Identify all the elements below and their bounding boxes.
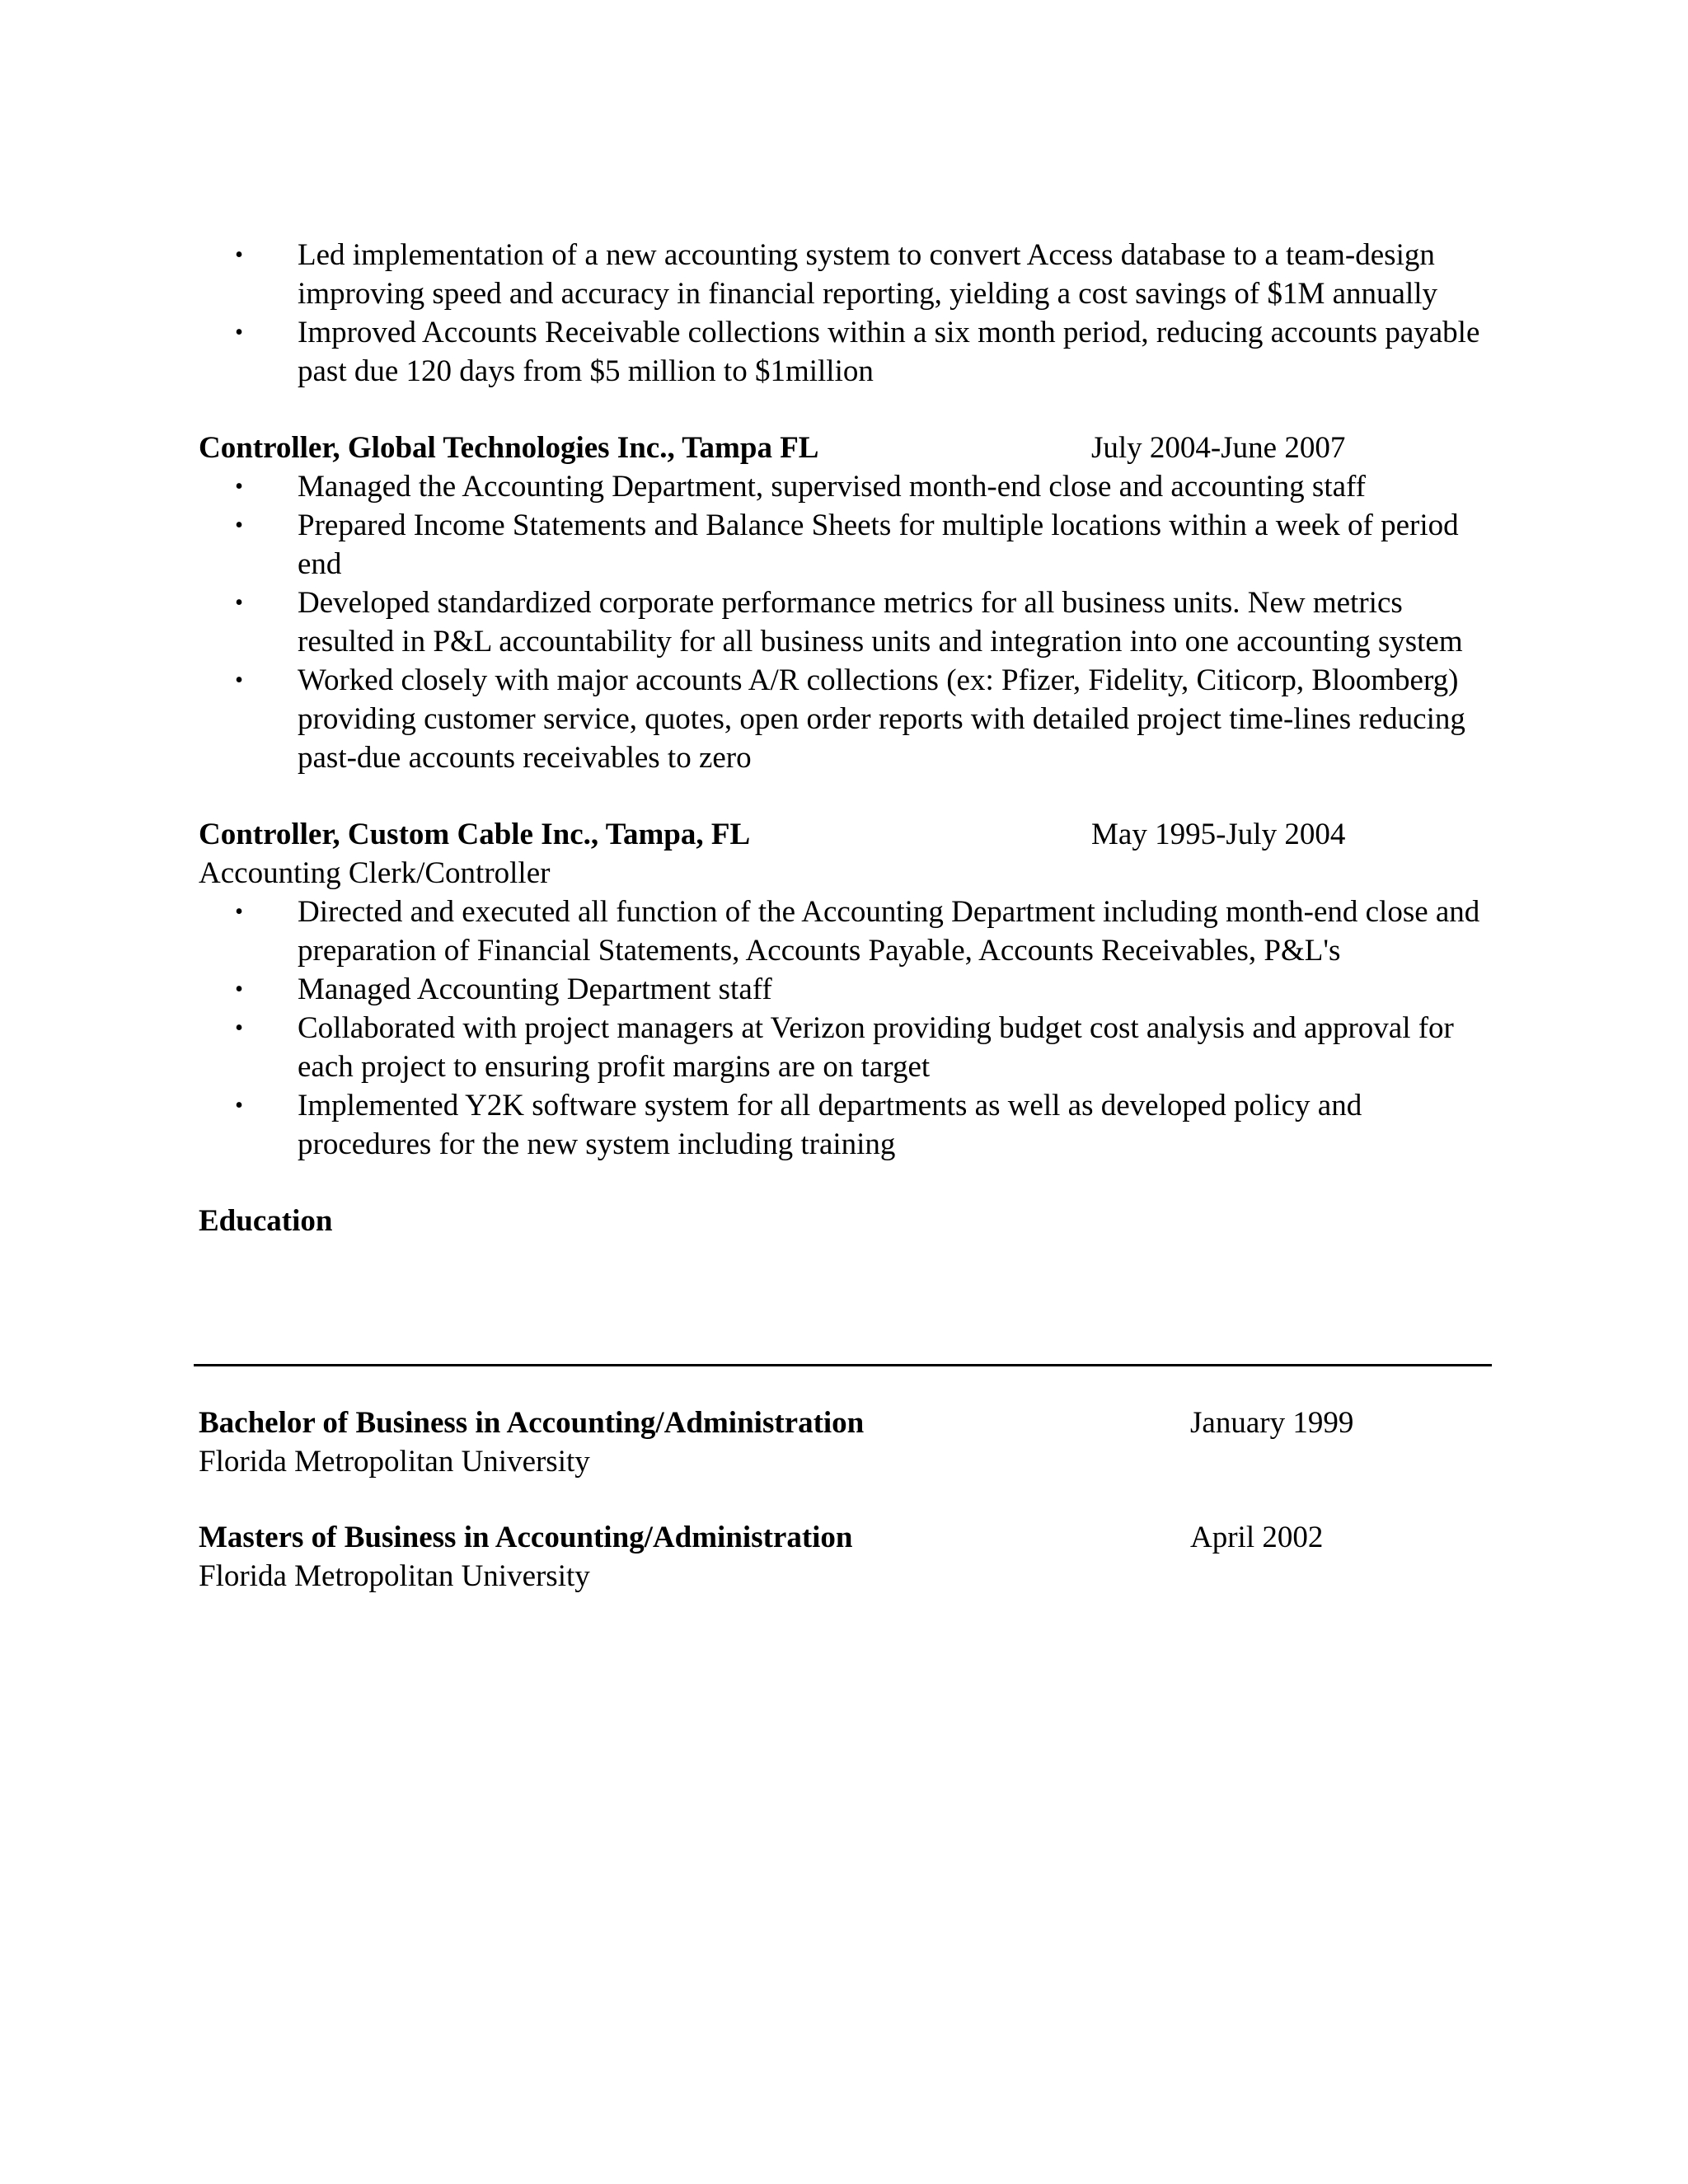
job-dates: May 1995-July 2004 <box>1091 818 1346 851</box>
job-title: Controller, Global Technologies Inc., Tampa FL <box>199 431 819 465</box>
job-dates: July 2004-June 2007 <box>1091 431 1346 465</box>
list-item: • Prepared Income Statements and Balance Sheets for multiple locations within a week of period end <box>298 506 1493 583</box>
job-subtitle: Accounting Clerk/Controller <box>199 856 551 890</box>
bullet-icon: • <box>235 320 243 345</box>
job-bullet-list <box>199 893 1493 1164</box>
bullet-icon: • <box>235 1093 243 1118</box>
list-item: • Improved Accounts Receivable collections within a six month period, reducing accounts payable past due 120 days from $5 million to $1million <box>298 313 1493 391</box>
list-item: • Worked closely with major accounts A/R collections (ex: Pfizer, Fidelity, Citicorp, Bloomberg) providing customer service, quotes, open order reports with detailed project time-lines reducing past-due accounts receivables to zero <box>298 661 1493 777</box>
job-custom-cable <box>199 815 1493 1164</box>
degree-date: April 2002 <box>1190 1521 1324 1554</box>
bullet-icon: • <box>235 590 243 616</box>
job-heading <box>199 429 1493 467</box>
bullet-icon: • <box>235 513 243 538</box>
education-entry <box>199 1404 1493 1481</box>
list-item: • Collaborated with project managers at Verizon providing budget cost analysis and approval for each project to ensuring profit margins are on target <box>298 1009 1493 1086</box>
job-bullet-list <box>199 467 1493 777</box>
education-entry <box>199 1518 1493 1596</box>
degree-date: January 1999 <box>1190 1406 1354 1440</box>
school-name: Florida Metropolitan University <box>199 1445 590 1479</box>
degree-title: Bachelor of Business in Accounting/Administration <box>199 1406 865 1440</box>
bullet-icon: • <box>235 899 243 925</box>
school-name: Florida Metropolitan University <box>199 1559 590 1593</box>
top-bullet-list <box>199 236 1493 391</box>
list-item: • Developed standardized corporate performance metrics for all business units. New metrics resulted in P&L accountability for all business units and integration into one accounting system <box>298 583 1493 661</box>
list-item: • Led implementation of a new accounting system to convert Access database to a team-design improving speed and accuracy in financial reporting, yielding a cost savings of $1M annually <box>298 236 1493 313</box>
resume-content <box>199 236 1493 1240</box>
job-heading <box>199 815 1493 854</box>
bullet-icon: • <box>235 668 243 693</box>
degree-heading <box>199 1404 1493 1442</box>
list-item: • Implemented Y2K software system for all departments as well as developed policy and procedures for the new system including training <box>298 1086 1493 1164</box>
list-item: • Managed Accounting Department staff <box>298 970 1493 1009</box>
bullet-icon: • <box>235 474 243 499</box>
bullet-icon: • <box>235 1015 243 1041</box>
list-item: • Directed and executed all function of the Accounting Department including month-end close and preparation of Financial Statements, Accounts Payable, Accounts Receivables, P&L's <box>298 893 1493 970</box>
education-heading: Education <box>199 1204 333 1238</box>
job-global-technologies <box>199 429 1493 777</box>
bullet-icon: • <box>235 977 243 1002</box>
degree-title: Masters of Business in Accounting/Administration <box>199 1521 853 1554</box>
bullet-icon: • <box>235 242 243 268</box>
job-title: Controller, Custom Cable Inc., Tampa, FL <box>199 818 751 851</box>
degree-heading <box>199 1518 1493 1557</box>
section-divider <box>194 1364 1492 1366</box>
list-item: • Managed the Accounting Department, supervised month-end close and accounting staff <box>298 467 1493 506</box>
